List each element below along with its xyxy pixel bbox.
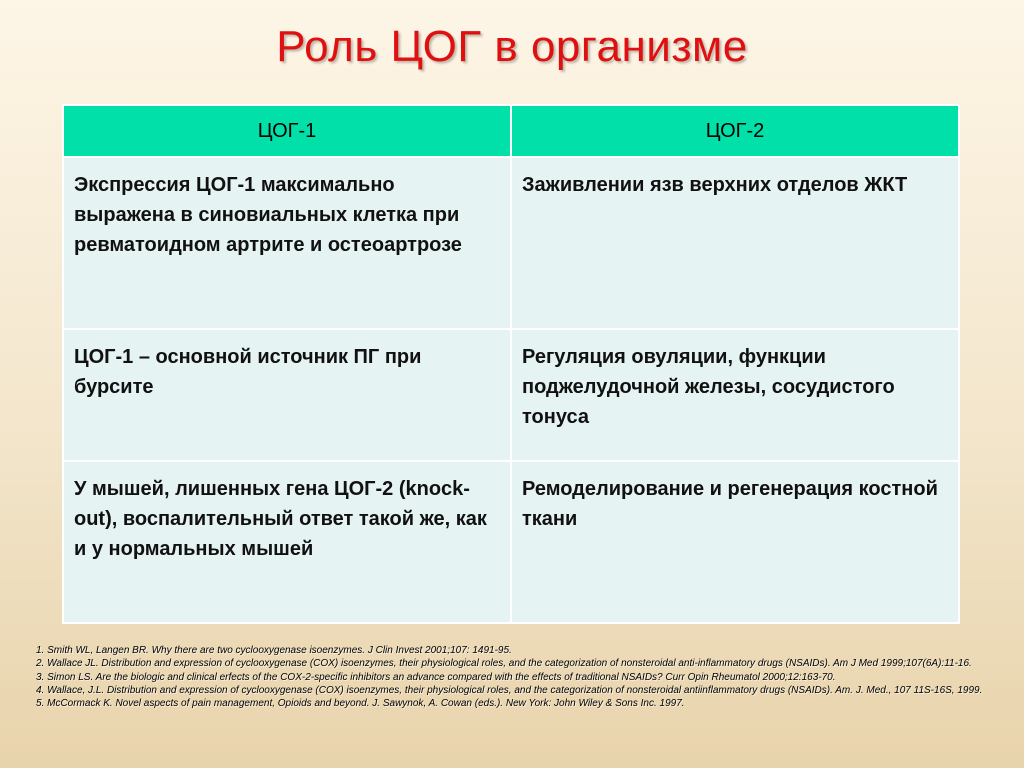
table-cell-cox1: Экспрессия ЦОГ-1 максимально выражена в синовиальных клетка при ревматоидном артрите и остеоартрозе (63, 157, 511, 329)
column-header-cox2: ЦОГ-2 (511, 105, 959, 157)
table-row (63, 329, 959, 461)
table-cell-cox2: Заживлении язв верхних отделов ЖКТ (511, 157, 959, 329)
reference-item: 4. Wallace, J.L. Distribution and expression of cyclooxygenase (COX) isoenzymes, their physiological roles, and the categorization of nonsteroidal antiinflammatory drugs (NSAIDs). Am. J. Med., 107 11S-16S, 1999. (36, 684, 983, 696)
reference-item: 5. McCormack K. Novel aspects of pain management, Opioids and beyond. J. Sawynok, A. Cowan (eds.). New York: John Wiley & Sons Inc. 1997. (36, 698, 685, 710)
references-list (36, 644, 986, 710)
table-header-row (63, 105, 959, 157)
reference-item: 1. Smith WL, Langen BR. Why there are two cyclooxygenase isoenzymes. J Clin Invest 2001;107: 1491-95. (36, 645, 512, 656)
table-cell-cox2: Ремоделирование и регенерация костной ткани (511, 461, 959, 623)
table-cell-cox1: У мышей, лишенных гена ЦОГ-2 (knock-out), воспалительный ответ такой же, как и у нормальных мышей (63, 461, 511, 623)
reference-item: 2. Wallace JL. Distribution and expression of cyclooxygenase (COX) isoenzymes, their physiological roles, and the categorization of nonsteroidal anti-inflammatory drugs (NSAIDs). Am J Med 1999;107(6A):11-16. (36, 658, 972, 670)
column-header-cox1: ЦОГ-1 (63, 105, 511, 157)
slide-title: Роль ЦОГ в организме (276, 22, 748, 71)
cox-comparison-table (62, 104, 960, 624)
table-row (63, 461, 959, 623)
reference-item: 3. Simon LS. Are the biologic and clinical erfects of the COX-2-specific inhibitors an advance compared with the effects of traditional NSAIDs? Curr Opin Rheumatol 2000;12:163-70. (36, 671, 836, 683)
table-cell-cox2: Регуляция овуляции, функции поджелудочной железы, сосудистого тонуса (511, 329, 959, 461)
table-cell-cox1: ЦОГ-1 – основной источник ПГ при бурсите (63, 329, 511, 461)
table-row (63, 157, 959, 329)
